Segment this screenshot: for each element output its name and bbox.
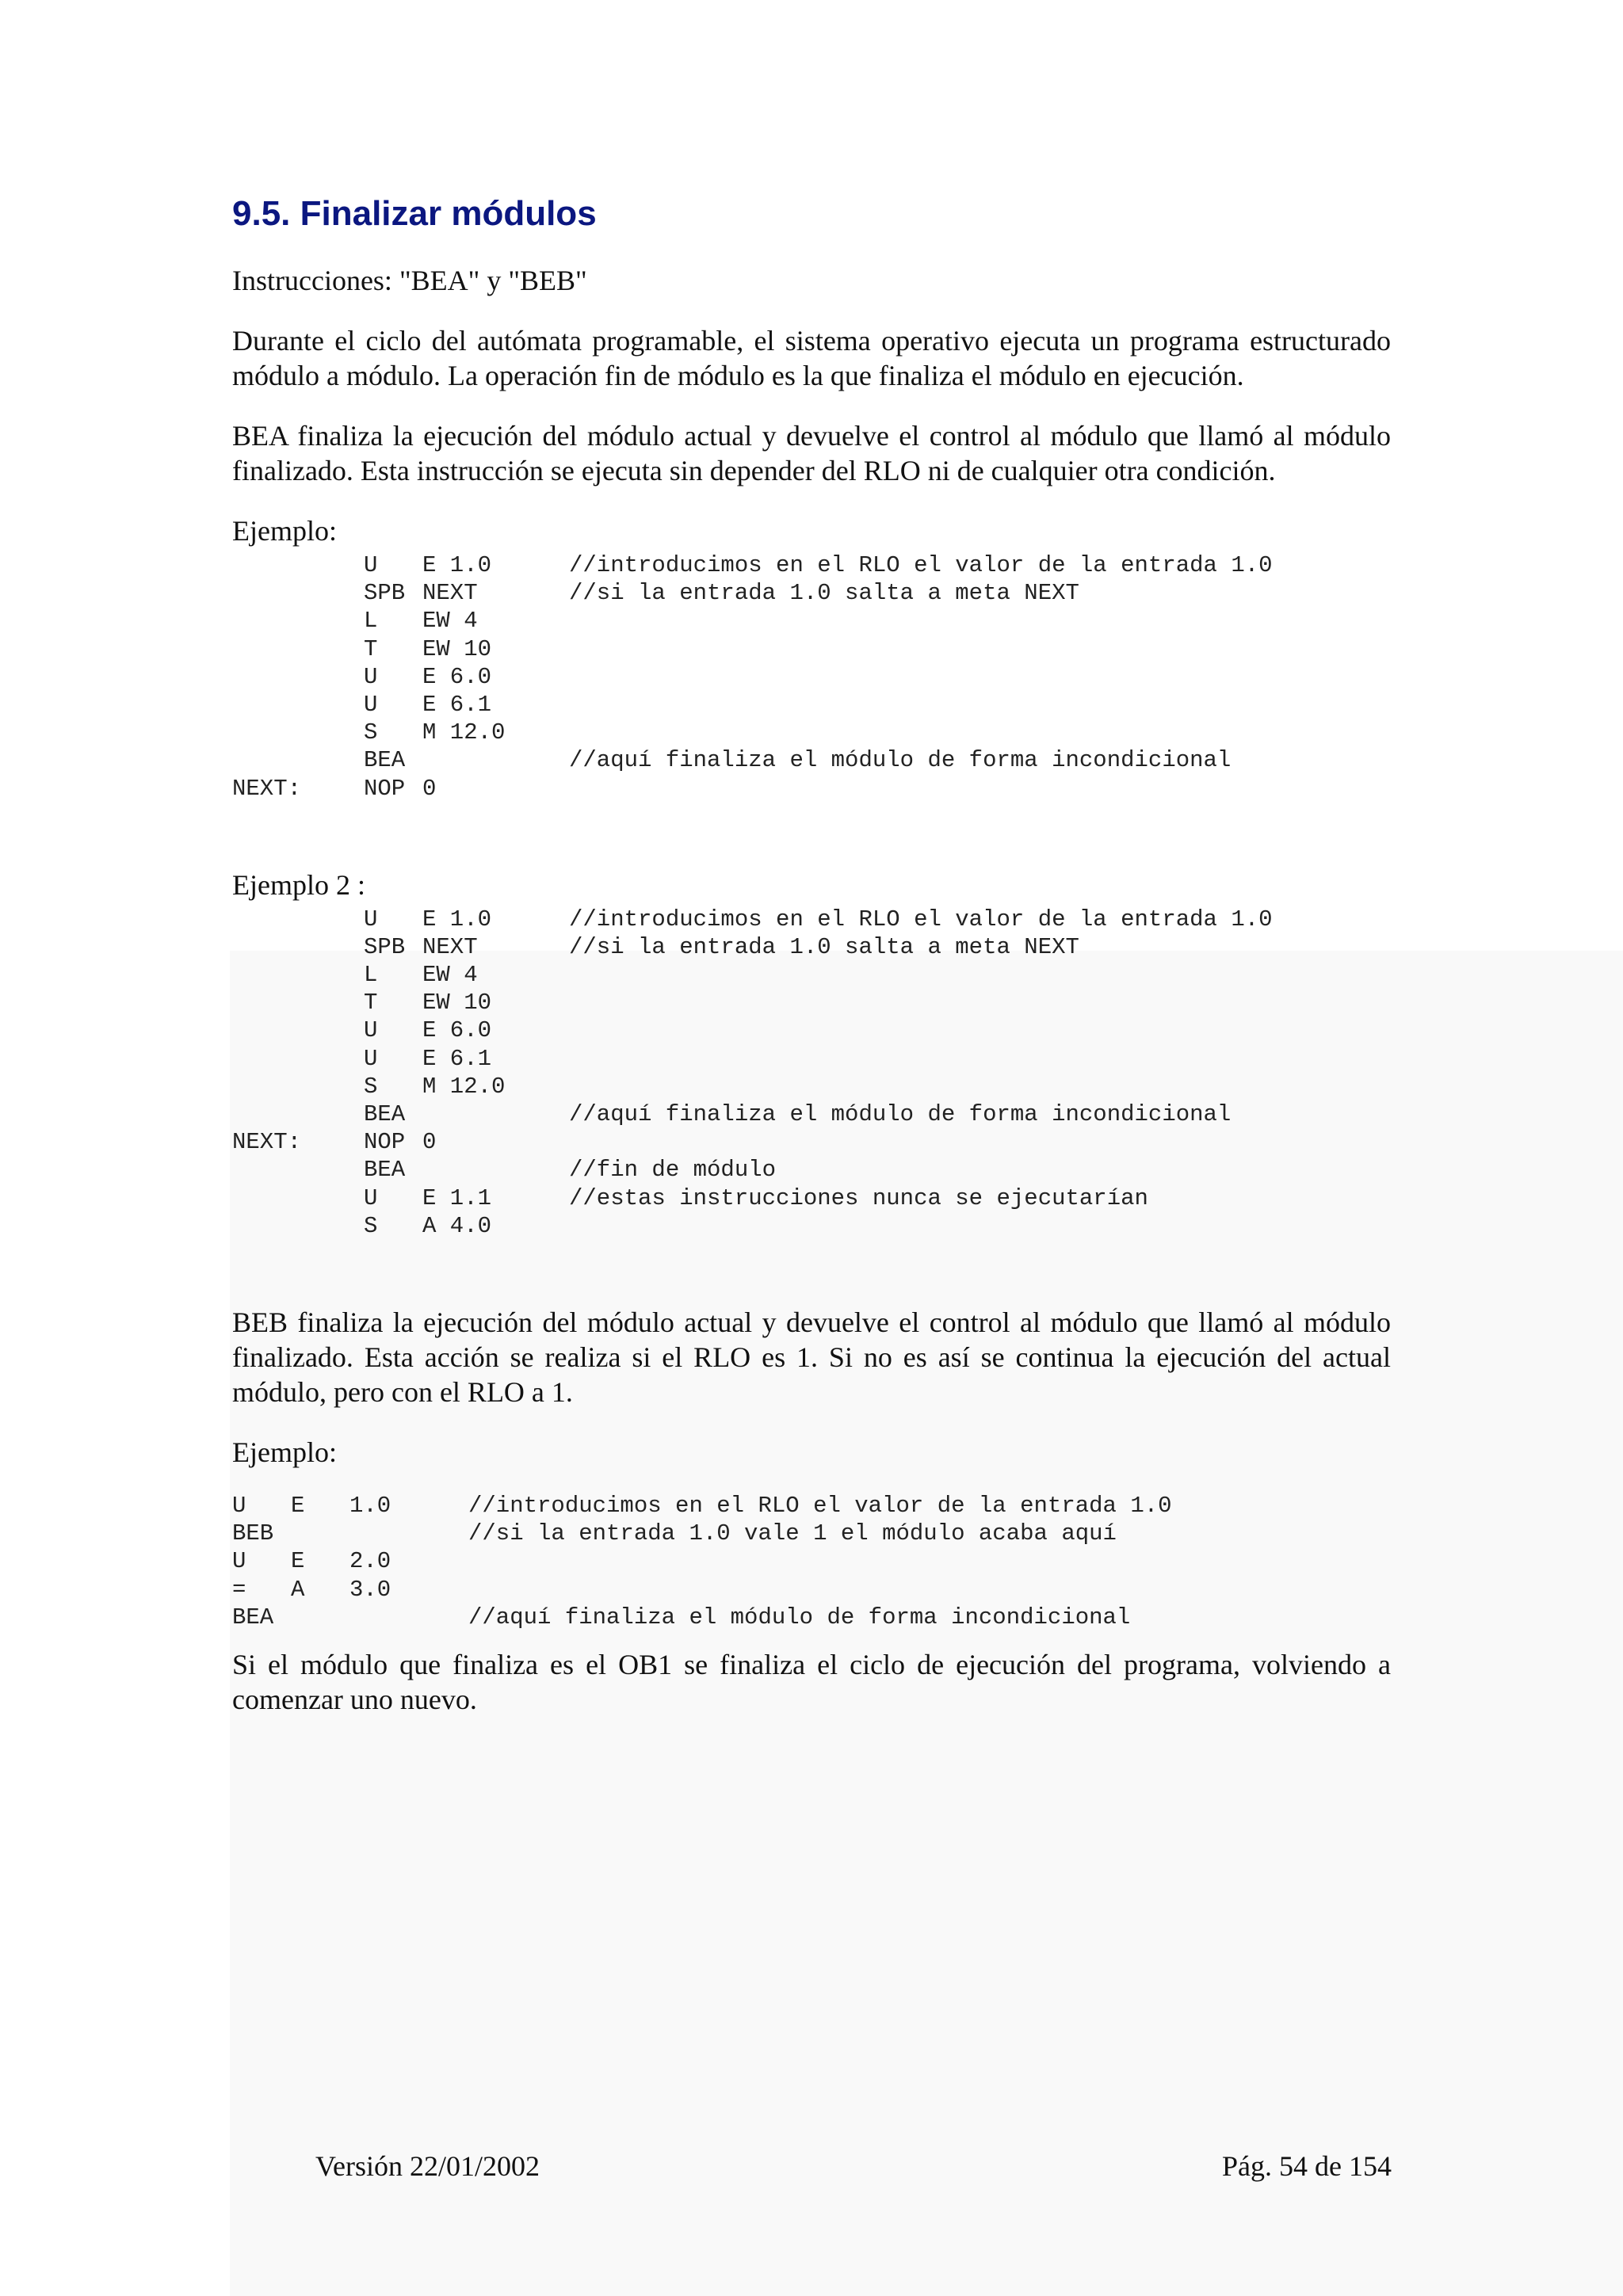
code-operand-area: E xyxy=(291,1548,305,1575)
code-operation: L xyxy=(364,608,378,635)
code-operand: E 1.0 xyxy=(422,552,492,578)
code-operand: E 6.0 xyxy=(422,1017,492,1044)
code-operation: NOP xyxy=(364,1129,406,1156)
code-comment: //introducimos en el RLO el valor de la entrada 1.0 xyxy=(468,1492,1172,1519)
code-operand: NEXT xyxy=(422,580,478,607)
code-comment: //fin de módulo xyxy=(569,1157,777,1184)
code-operation: U xyxy=(364,1045,378,1072)
example-2-code-line xyxy=(232,961,1391,989)
example-2-code-line xyxy=(232,1073,1391,1100)
example-2-code-line xyxy=(232,1184,1391,1212)
example-2-code-line xyxy=(232,906,1391,933)
code-operand: E 6.1 xyxy=(422,1045,492,1072)
code-comment: //aquí finaliza el módulo de forma incondicional xyxy=(569,747,1232,774)
code-operand-address: 2.0 xyxy=(349,1548,391,1575)
code-operation: U xyxy=(364,691,378,718)
code-operation: BEA xyxy=(364,747,406,774)
page-content xyxy=(232,192,1391,1742)
example-1-code-line xyxy=(232,746,1391,774)
code-label: NEXT: xyxy=(232,1129,302,1156)
code-comment: //aquí finaliza el módulo de forma incondicional xyxy=(468,1604,1131,1630)
example-2-code-line xyxy=(232,933,1391,961)
bea-paragraph: BEA finaliza la ejecución del módulo actual y devuelve el control al módulo que llamó al módulo finalizado. Esta instrucción se ejecuta sin depender del RLO ni de cualquier otra condición. xyxy=(232,420,1391,486)
code-operation: SPB xyxy=(364,580,406,607)
code-operation: BEA xyxy=(232,1604,274,1630)
example-1-label: Ejemplo: xyxy=(232,515,337,547)
example-3-code xyxy=(232,1492,1391,1631)
intro-paragraph: Durante el ciclo del autómata programable, el sistema operativo ejecuta un programa estructurado módulo a módulo. La operación fin de módulo es la que finaliza el módulo en ejecución. xyxy=(232,325,1391,391)
example-2-code-line xyxy=(232,1156,1391,1184)
code-operand: 0 xyxy=(422,775,437,802)
code-operand: E 1.1 xyxy=(422,1184,492,1211)
example-1-code xyxy=(232,551,1391,803)
example-1-code-line xyxy=(232,635,1391,663)
code-operation: U xyxy=(364,552,378,578)
example-3-code-line xyxy=(232,1604,1391,1631)
code-operand: E 6.0 xyxy=(422,663,492,690)
code-operation: T xyxy=(364,635,378,662)
code-operation: S xyxy=(364,719,378,746)
example-2-code-line xyxy=(232,1045,1391,1073)
example-1-code-line xyxy=(232,663,1391,691)
example-2-code-line xyxy=(232,1128,1391,1156)
ob1-paragraph: Si el módulo que finaliza es el OB1 se finaliza el ciclo de ejecución del programa, volviendo a comenzar uno nuevo. xyxy=(232,1648,1391,1715)
example-1-code-line xyxy=(232,719,1391,746)
code-operation: NOP xyxy=(364,775,406,802)
code-operation: U xyxy=(364,1017,378,1044)
code-comment: //si la entrada 1.0 salta a meta NEXT xyxy=(569,580,1079,607)
code-comment: //introducimos en el RLO el valor de la entrada 1.0 xyxy=(569,552,1273,578)
code-operation: U xyxy=(364,1184,378,1211)
example-2-code-line xyxy=(232,1016,1391,1044)
code-operand-area: A xyxy=(291,1576,305,1603)
code-operand: EW 4 xyxy=(422,962,478,989)
code-operation: T xyxy=(364,990,378,1016)
code-comment: //si la entrada 1.0 salta a meta NEXT xyxy=(569,933,1079,960)
code-operand: NEXT xyxy=(422,933,478,960)
code-operand: M 12.0 xyxy=(422,719,506,746)
code-operand-address: 3.0 xyxy=(349,1576,391,1603)
code-operation: = xyxy=(232,1576,246,1603)
example-2-code-line xyxy=(232,1212,1391,1240)
example-3-label: Ejemplo: xyxy=(232,1436,337,1468)
code-operation: SPB xyxy=(364,933,406,960)
code-operand-area: E xyxy=(291,1492,305,1519)
code-comment: //aquí finaliza el módulo de forma incondicional xyxy=(569,1101,1232,1127)
code-operand: EW 10 xyxy=(422,990,492,1016)
example-1-code-line xyxy=(232,691,1391,719)
example-3-code-line xyxy=(232,1576,1391,1604)
example-1-code-line xyxy=(232,775,1391,803)
code-operand: EW 10 xyxy=(422,635,492,662)
example-2-label: Ejemplo 2 : xyxy=(232,868,365,901)
code-operation: S xyxy=(364,1073,378,1100)
code-operand: EW 4 xyxy=(422,608,478,635)
example-2-code xyxy=(232,906,1391,1240)
example-3-code-line xyxy=(232,1547,1391,1575)
footer-page-number: Pág. 54 de 154 xyxy=(1222,2150,1392,2182)
code-operand: 0 xyxy=(422,1129,437,1156)
code-operand: A 4.0 xyxy=(422,1212,492,1239)
code-operand: M 12.0 xyxy=(422,1073,506,1100)
example-2-code-line xyxy=(232,989,1391,1016)
beb-paragraph: BEB finaliza la ejecución del módulo actual y devuelve el control al módulo que llamó al módulo finalizado. Esta acción se realiza si el RLO es 1. Si no es así se continua la ejecución del actual módulo, pero con el RLO a 1. xyxy=(232,1306,1391,1408)
code-operand: E 1.0 xyxy=(422,906,492,933)
example-3-code-line xyxy=(232,1520,1391,1547)
code-operation: BEB xyxy=(232,1520,274,1547)
code-operation: BEA xyxy=(364,1101,406,1127)
example-2-code-line xyxy=(232,1100,1391,1128)
code-operation: U xyxy=(232,1548,246,1575)
instructions-paragraph: Instrucciones: "BEA" y "BEB" xyxy=(232,265,587,296)
example-3-code-line xyxy=(232,1492,1391,1520)
footer-version: Versión 22/01/2002 xyxy=(315,2150,540,2182)
code-operation: U xyxy=(364,663,378,690)
code-comment: //si la entrada 1.0 vale 1 el módulo acaba aquí xyxy=(468,1520,1117,1547)
code-operand-address: 1.0 xyxy=(349,1492,391,1519)
code-comment: //estas instrucciones nunca se ejecutarían xyxy=(569,1184,1148,1211)
code-operation: U xyxy=(364,906,378,933)
code-comment: //introducimos en el RLO el valor de la entrada 1.0 xyxy=(569,906,1273,933)
code-operation: S xyxy=(364,1212,378,1239)
example-1-code-line xyxy=(232,607,1391,635)
code-operation: L xyxy=(364,962,378,989)
example-1-code-line xyxy=(232,579,1391,607)
code-operation: BEA xyxy=(364,1157,406,1184)
example-1-code-line xyxy=(232,551,1391,579)
code-label: NEXT: xyxy=(232,775,302,802)
code-operand: E 6.1 xyxy=(422,691,492,718)
code-operation: U xyxy=(232,1492,246,1519)
section-title: 9.5. Finalizar módulos xyxy=(232,194,597,233)
